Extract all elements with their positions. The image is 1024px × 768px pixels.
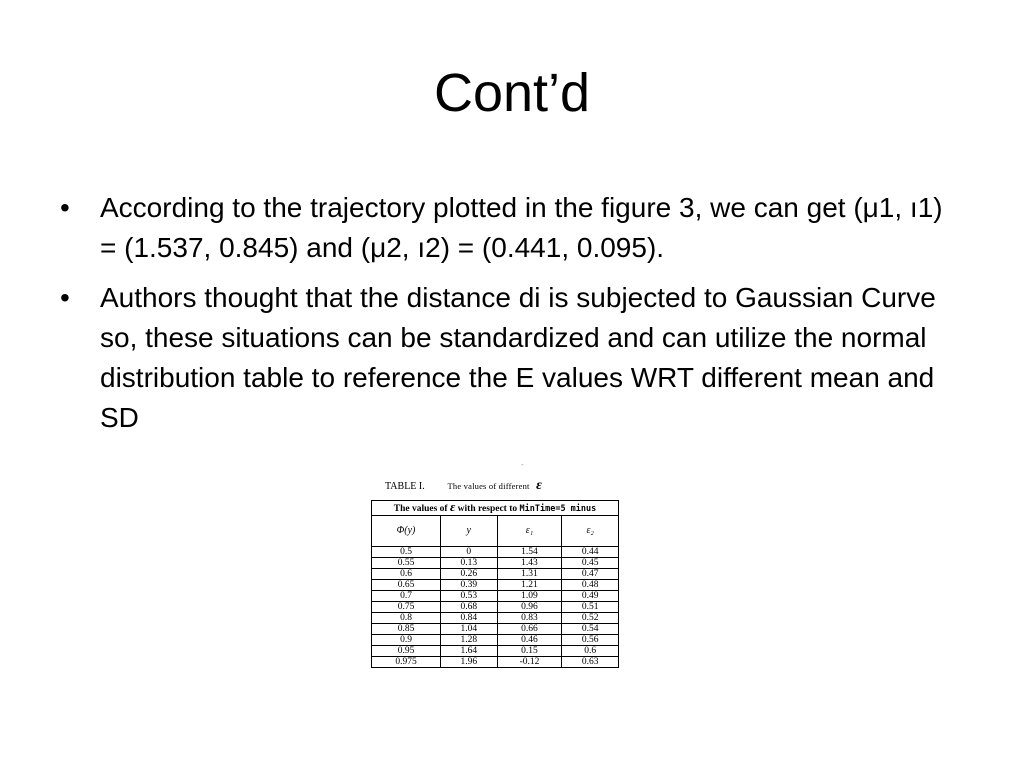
table-cell: 1.43 <box>497 558 562 569</box>
table-figure <box>371 460 621 698</box>
table-cell: -0.12 <box>497 657 562 668</box>
table-cell: 1.54 <box>497 547 562 558</box>
table-cell: 0.55 <box>372 558 441 569</box>
table-cell: 0.83 <box>497 613 562 624</box>
table-header-row <box>372 516 619 547</box>
table-cell: 1.21 <box>497 580 562 591</box>
table-cell: 0.5 <box>372 547 441 558</box>
values-table <box>371 500 619 668</box>
table-cell: 0.44 <box>562 547 619 558</box>
bullet-icon: • <box>60 192 70 223</box>
column-header: ε₁ <box>497 516 562 547</box>
table-row <box>372 602 619 613</box>
table-title-cell <box>372 501 619 516</box>
table-caption-text: The values of different <box>447 481 530 491</box>
table-cell: 0.95 <box>372 646 441 657</box>
table-row <box>372 635 619 646</box>
bullet-item-2 <box>60 278 960 438</box>
table-body <box>372 547 619 668</box>
table-cell: 0.15 <box>497 646 562 657</box>
table-cell: 1.64 <box>441 646 498 657</box>
table-cell: 1.09 <box>497 591 562 602</box>
epsilon-symbol: ε <box>536 478 542 493</box>
column-header: Φ(y) <box>372 516 441 547</box>
table-caption <box>385 478 542 494</box>
column-header: ε₂ <box>562 516 619 547</box>
table-row <box>372 569 619 580</box>
bullet-item-1 <box>60 188 960 268</box>
figure-mark: - <box>521 460 524 469</box>
table-row <box>372 613 619 624</box>
table-cell: 0.13 <box>441 558 498 569</box>
table-cell: 0.54 <box>562 624 619 635</box>
table-row <box>372 547 619 558</box>
table-cell: 0.47 <box>562 569 619 580</box>
table-caption-label: TABLE I. <box>385 481 425 492</box>
table-cell: 1.28 <box>441 635 498 646</box>
table-cell: 0.46 <box>497 635 562 646</box>
table-cell: 0.39 <box>441 580 498 591</box>
table-cell: 0.9 <box>372 635 441 646</box>
table-title-prefix: The values of <box>393 504 448 514</box>
table-cell: 0.84 <box>441 613 498 624</box>
table-title-param: MinTime=5 minus <box>519 504 597 514</box>
table-cell: 0.6 <box>372 569 441 580</box>
table-row <box>372 646 619 657</box>
table-cell: 0.75 <box>372 602 441 613</box>
table-cell: 1.31 <box>497 569 562 580</box>
table-cell: 0.8 <box>372 613 441 624</box>
table-cell: 0.53 <box>441 591 498 602</box>
table-title-row <box>372 501 619 516</box>
table-cell: 0.85 <box>372 624 441 635</box>
table-row <box>372 580 619 591</box>
table-cell: 0.65 <box>372 580 441 591</box>
table-cell: 0.49 <box>562 591 619 602</box>
table-cell: 0.66 <box>497 624 562 635</box>
table-cell: 0.68 <box>441 602 498 613</box>
table-row <box>372 591 619 602</box>
table-cell: 0.56 <box>562 635 619 646</box>
table-title-middle: with respect to <box>457 504 518 514</box>
table-row <box>372 558 619 569</box>
table-cell: 1.04 <box>441 624 498 635</box>
table-cell: 0.45 <box>562 558 619 569</box>
column-header: y <box>441 516 498 547</box>
table-title-symbol: ε <box>449 499 456 514</box>
table-row <box>372 657 619 668</box>
bullet-text-1: According to the trajectory plotted in the figure 3, we can get (μ1, ı1) = (1.537, 0.845) and (μ2, ı2) = (0.441, 0.095). <box>100 192 943 263</box>
table-cell: 0.975 <box>372 657 441 668</box>
table-cell: 0 <box>441 547 498 558</box>
table-cell: 0.26 <box>441 569 498 580</box>
table-cell: 0.48 <box>562 580 619 591</box>
table-row <box>372 624 619 635</box>
table-cell: 0.52 <box>562 613 619 624</box>
table-cell: 0.7 <box>372 591 441 602</box>
bullet-icon: • <box>60 282 70 313</box>
table-cell: 0.96 <box>497 602 562 613</box>
table-cell: 1.96 <box>441 657 498 668</box>
bullet-text-2: Authors thought that the distance di is subjected to Gaussian Curve so, these situations can be standardized and can utilize the normal distribution table to reference the E values WRT different mean and SD <box>100 282 936 433</box>
bullet-list <box>60 188 960 448</box>
table-cell: 0.63 <box>562 657 619 668</box>
slide-title: Cont’d <box>433 63 591 123</box>
table-cell: 0.51 <box>562 602 619 613</box>
table-cell: 0.6 <box>562 646 619 657</box>
